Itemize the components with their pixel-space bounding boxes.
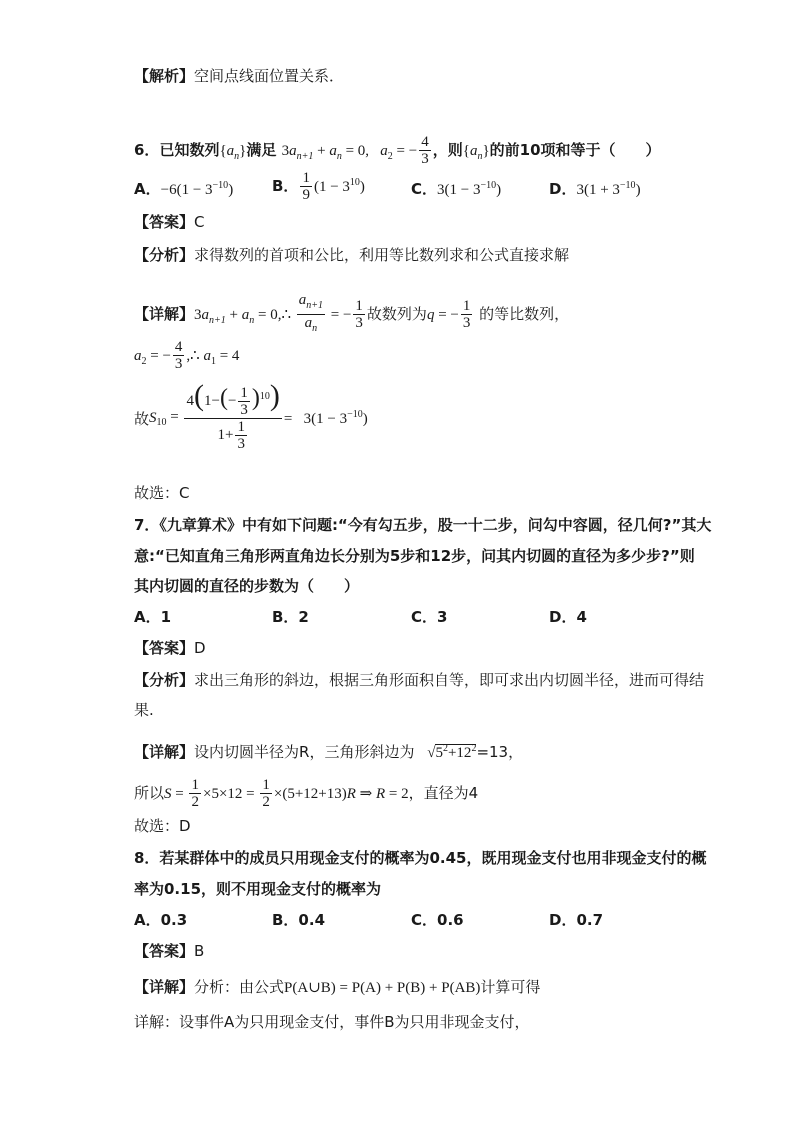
q6-detail-mid: 故数列为 (366, 305, 427, 323)
q6-stem-text-a: 已知数列 (159, 141, 220, 159)
q6-number: 6． (134, 141, 160, 159)
q6-stem-text-b: 满足 (246, 141, 277, 159)
q6-first-term: $a_2$ = − $\frac{4}{3}$ ,∴ $a_1 = 4$ (134, 339, 240, 372)
q6-analysis-text: 求得数列的首项和公比，利用等比数列求和公式直接求解 (194, 246, 570, 264)
q7-answer-value: D (194, 639, 206, 657)
q8-detail: 【详解】分析：由公式P(A∪B) = P(A) + P(B) + P(AB)计算可得 (134, 978, 541, 996)
q7-calc-prefix: 所以 (134, 784, 165, 802)
q7-option-a: A．1 (134, 608, 172, 626)
q5-explanation (134, 66, 344, 86)
q8-stem-line1: 8．若某群体中的成员只用现金支付的概率为0.45，既用现金支付也用非现金支付的概 (134, 849, 707, 867)
q6-sum-prefix: 故 (134, 410, 150, 428)
q8-answer: 【答案】B (134, 942, 205, 960)
q6-sum-formula: 故$S_{10}$ = 4(1−(− $\frac{1}{3}$ )$^{10}$) 1+ $\frac{1}{3}$ = $3(1 - 3^{-10})$ (134, 378, 368, 452)
q7-option-b: B．2 (272, 608, 309, 626)
q6-option-d: D．$3(1 + 3^{-10})$ (549, 180, 641, 198)
q6-stem-text-c: ，则 (432, 141, 463, 159)
q7-calc: 所以S = $\frac{1}{2}$ ×5×12 = $\frac{1}{2}$ ×(5+12+13)R ⇒ R = 2，直径为4 (134, 777, 479, 810)
q8-option-b: B．0.4 (272, 911, 326, 929)
q7-stem-line3: 其内切圆的直径的步数为（ ） (134, 577, 360, 595)
q6-detail-end: 的等比数列， (479, 305, 570, 323)
q7-detail-text: 设内切圆半径为R，三角形斜边为 (194, 743, 415, 761)
q7-analysis-line1: 【分析】求出三角形的斜边，根据三角形面积自等，即可求出内切圆半径，进而可得结 (134, 671, 705, 689)
q6-option-b: B． $\frac{1}{9}$ $(1 - 3^{10})$ (272, 170, 365, 203)
q8-detail-text: 分析：由公式 (194, 978, 285, 996)
jiexi-tag: 【解析】 (134, 67, 195, 85)
q7-detail-result: =13， (476, 743, 524, 761)
q6-stem-text-d: 的前10项和等于（ ） (489, 141, 661, 159)
q7-option-d: D．4 (549, 608, 587, 626)
q6-option-a: A．$-6(1 - 3^{-10})$ (134, 180, 234, 198)
q7-stem-line2: 意:“已知直角三角形两直角边长分别为5步和12步，问其内切圆的直径为多少步?”则 (134, 547, 695, 565)
q7-answer: 【答案】D (134, 639, 206, 657)
q8-detail-line2: 详解：设事件A为只用现金支付，事件B为只用非现金支付， (134, 1013, 530, 1031)
q7-stem-line1: 7．《九章算术》中有如下问题:“今有勾五步，股一十二步，问勾中容圆，径几何?”其大 (134, 516, 712, 534)
q5-explanation-text: 空间点线面位置关系． (194, 67, 345, 85)
q8-detail-suffix: 计算可得 (480, 978, 541, 996)
q6-answer (134, 212, 205, 232)
q8-option-a: A．0.3 (134, 911, 188, 929)
q6-option-c: C．$3(1 - 3^{-10})$ (411, 180, 502, 198)
q7-analysis-text: 求出三角形的斜边，根据三角形面积自等，即可求出内切圆半径，进而可得结 (194, 671, 705, 689)
q7-detail: 【详解】设内切圆半径为R，三角形斜边为 $√5^2+12^2=13$， (134, 743, 524, 761)
q8-answer-value: B (194, 942, 205, 960)
fenxi-tag: 【分析】 (134, 246, 195, 264)
q6-analysis (134, 245, 569, 265)
q7-analysis-line2: 果. (134, 701, 154, 719)
q8-option-d: D．0.7 (549, 911, 604, 929)
q7-option-c: C．3 (411, 608, 448, 626)
q8-stem-line2: 率为0.15，则不用现金支付的概率为 (134, 880, 382, 898)
answer-tag: 【答案】 (134, 213, 195, 231)
q7-conclusion: 故选：D (134, 817, 191, 835)
q6-answer-value: C (194, 213, 205, 231)
xiangjie-tag: 【详解】 (134, 305, 195, 323)
q6-conclusion: 故选：C (134, 484, 190, 502)
q6-detail: 【详解】$3a_{n+1} + a_n$ = 0,∴ $\frac{a_{n+1}}{a_n}$ = − $\frac{1}{3}$ 故数列为q = − $\frac{1}{3}$ 的等比数列， (134, 292, 570, 334)
q6-stem: 6．已知数列$\{a_n\}$满足 $3a_{n+1} + a_n = 0$, $a_2$ = − $\frac{4}{3}$ ，则$\{a_n\}$的前10项和等于（ ） (134, 134, 661, 167)
q7-calc-suffix: ，直径为4 (408, 784, 479, 802)
q8-option-c: C．0.6 (411, 911, 464, 929)
